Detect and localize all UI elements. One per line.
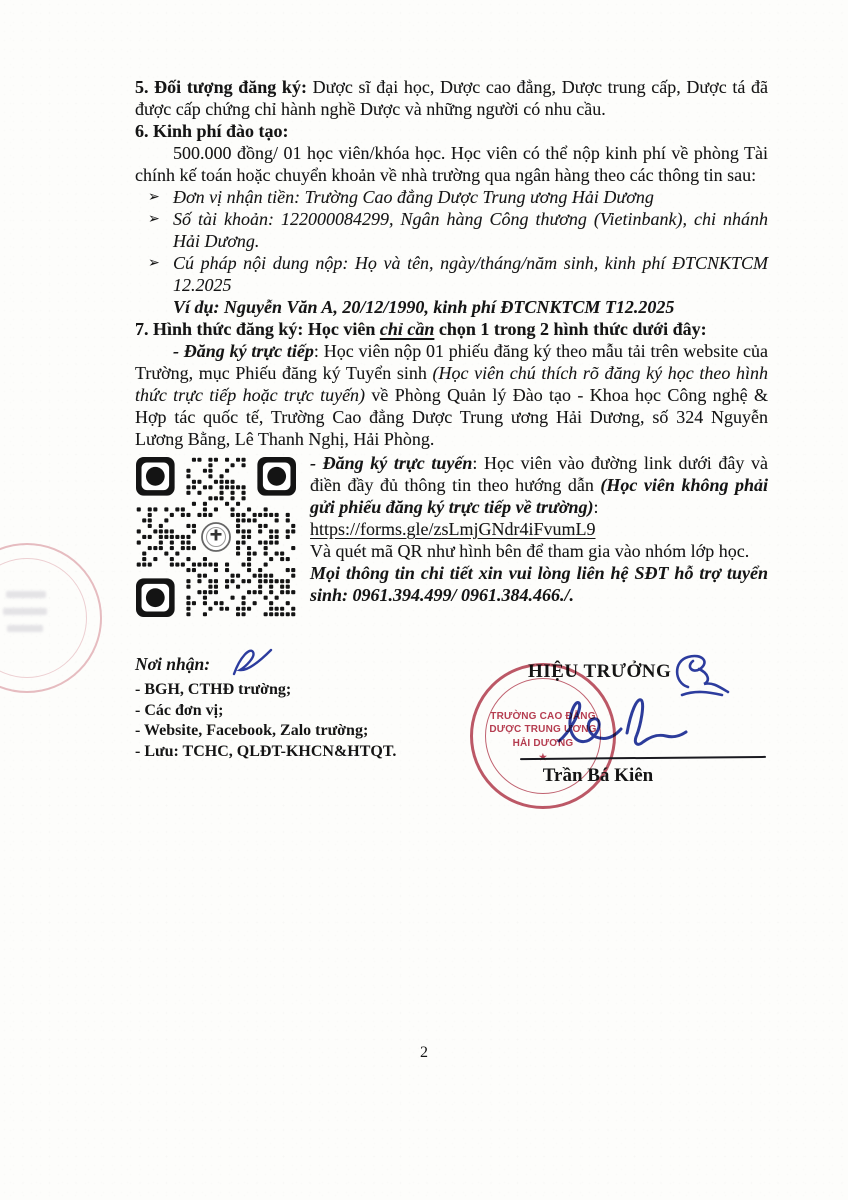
online-registration-text-2: :: [593, 497, 599, 517]
direct-registration-text-2: về Phòng Quản lý Đào tạo - Khoa học Công nghệ & Hợp tác quốc tế, Trường Cao đẳng Dược Trung ương Hải Dương, số 324 Nguyễn Lương Bằng, Lê Thanh Nghị, Hải Phòng.: [135, 385, 769, 449]
list-item-text: Số tài khoản: 122000084299, Ngân hàng Công thương (Vietinbank), chi nhánh Hải Dương.: [173, 209, 768, 251]
section-7-heading: [135, 318, 768, 340]
paragraph-direct-registration: [135, 340, 768, 450]
list-item-syntax: [135, 252, 768, 296]
faint-stamp-text-smudge: [6, 591, 46, 598]
payment-info-list: [135, 186, 768, 296]
direct-registration-lead: - Đăng ký trực tiếp: [173, 341, 314, 361]
arrow-bullet-icon: ➢: [148, 256, 160, 271]
arrow-bullet-icon: ➢: [148, 190, 160, 205]
list-item-account: [135, 208, 768, 252]
section-7-label-pre: 7. Hình thức đăng ký: Học viên: [135, 319, 380, 339]
online-registration-section: [135, 452, 768, 622]
paragraph-eligibility: [135, 76, 768, 120]
faint-edge-stamp-inner-ring: [0, 558, 87, 678]
underlined-phrase: chỉ cần: [379, 319, 435, 339]
section-7-label-post: chọn 1 trong 2 hình thức dưới đây:: [434, 319, 707, 339]
faint-stamp-text-smudge: [3, 608, 47, 615]
online-registration-text-1: : Học viên vào đường link dưới đây và điền đầy đủ thông tin theo hướng dẫn: [310, 453, 769, 495]
signature-scribble: [555, 691, 690, 766]
recipients-label: Nơi nhận:: [135, 654, 211, 674]
recipients-block: [135, 654, 415, 762]
recipient-item: - Các đơn vị;: [135, 701, 224, 719]
page-number: 2: [420, 1044, 428, 1061]
list-item-text: Đơn vị nhận tiền: Trường Cao đẳng Dược Trung ương Hải Dương: [173, 187, 654, 207]
signer-name: Trần Bá Kiên: [542, 765, 654, 786]
hotline-note: Mọi thông tin chi tiết xin vui lòng liên hệ SĐT hỗ trợ tuyển sinh: 0961.394.499/ 0961.384.466./.: [310, 563, 768, 605]
paragraph-online-registration: [310, 452, 768, 518]
section-5-label: 5. Đối tượng đăng ký:: [135, 77, 307, 97]
document-body: [135, 76, 768, 622]
list-item-receiver: [135, 186, 768, 208]
faint-edge-stamp: [0, 543, 102, 693]
list-item-text: Cú pháp nội dung nộp: Họ và tên, ngày/tháng/năm sinh, kinh phí ĐTCNKTCM 12.2025: [173, 253, 768, 295]
transfer-example-line: Ví dụ: Nguyễn Văn A, 20/12/1990, kinh phí ĐTCNKTCM T12.2025: [173, 297, 675, 317]
stamp-line: TRƯỜNG CAO ĐẲNG: [490, 710, 596, 722]
initial-scribble-icon: [230, 644, 274, 678]
arrow-bullet-icon: ➢: [148, 212, 160, 227]
signer-title: HIỆU TRƯỞNG: [528, 661, 672, 682]
registration-form-link[interactable]: https://forms.gle/zsLmjGNdr4iFvumL9: [310, 519, 596, 539]
stamp-line: HẢI DƯƠNG: [512, 737, 574, 749]
section-6-heading: [135, 120, 768, 142]
recipient-item: - Lưu: TCHC, QLĐT-KHCN&HTQT.: [135, 742, 397, 760]
link-line: [310, 518, 768, 540]
section-5-text: Dược sĩ đại học, Dược cao đẳng, Dược trung cấp, Dược tá đã được cấp chứng chỉ hành nghề Dược và những người có nhu cầu.: [135, 77, 768, 119]
section-6-label: 6. Kinh phí đào tạo:: [135, 121, 289, 141]
direct-registration-text-1: : Học viên nộp 01 phiếu đăng ký theo mẫu tải trên website của Trường, mục Phiếu đăng ký Tuyển sinh: [135, 341, 768, 383]
recipient-item: - Website, Facebook, Zalo trường;: [135, 722, 369, 739]
qr-instruction: Và quét mã QR như hình bên để tham gia vào nhóm lớp học.: [310, 541, 750, 561]
recipients-label-row: [135, 654, 415, 678]
direct-registration-note: (Học viên chú thích rõ đăng ký học theo hình thức trực tiếp hoặc trực tuyến): [135, 363, 768, 405]
signature-block: [450, 653, 810, 823]
online-registration-lead: - Đăng ký trực tuyến: [310, 453, 473, 473]
stamp-line: DƯỢC TRUNG ƯƠNG: [489, 724, 597, 736]
qr-code: [136, 457, 296, 617]
online-registration-note: (Học viên không phải gửi phiếu đăng ký trực tiếp về trường): [310, 475, 768, 517]
recipient-item: - BGH, CTHĐ trường;: [135, 681, 292, 698]
paragraph-fee-info: 500.000 đồng/ 01 học viên/khóa học. Học viên có thể nộp kinh phí về phòng Tài chính kế toán hoặc chuyển khoản về nhà trường qua ngân hàng theo các thông tin sau:: [135, 143, 768, 185]
faint-stamp-text-smudge: [7, 625, 43, 632]
